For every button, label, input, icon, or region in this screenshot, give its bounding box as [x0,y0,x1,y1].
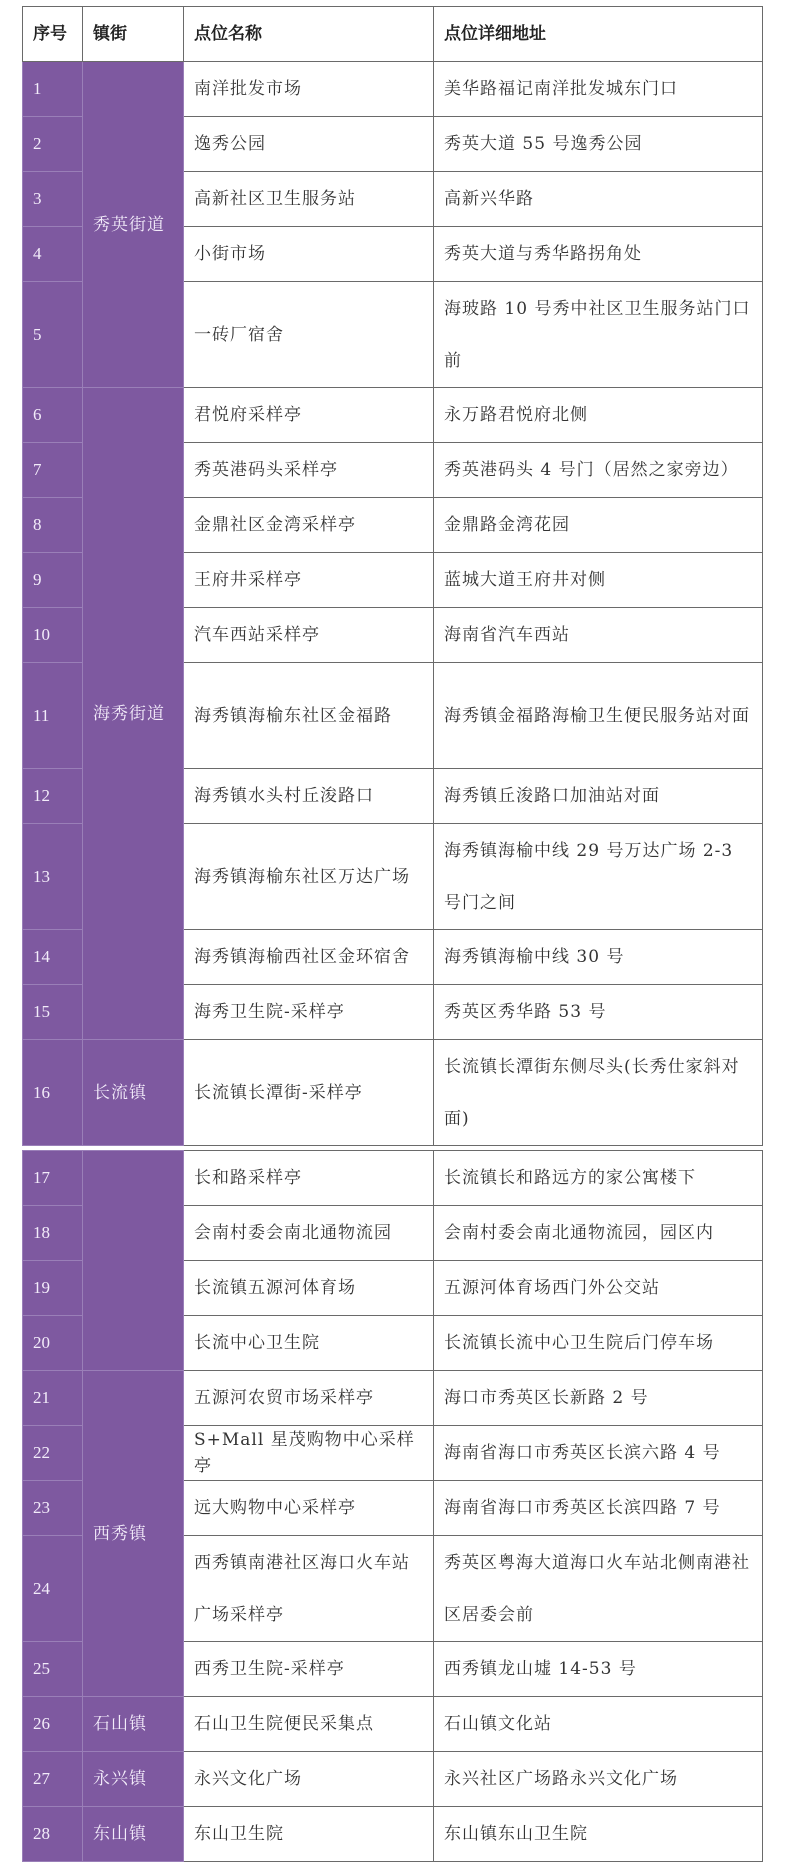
site-name: 海秀镇海榆东社区金福路 [184,663,434,769]
row-number: 11 [23,663,83,769]
site-name: 海秀卫生院-采样亭 [184,985,434,1040]
table-row [23,1752,763,1807]
site-address: 长流镇长和路远方的家公寓楼下 [434,1151,763,1206]
row-number: 21 [23,1371,83,1426]
site-name: 海秀镇海榆西社区金环宿舍 [184,930,434,985]
site-address: 海秀镇金福路海榆卫生便民服务站对面 [434,663,763,769]
site-address: 海秀镇海榆中线 30 号 [434,930,763,985]
table-row [23,1151,763,1206]
town-cell: 长流镇 [83,1040,184,1146]
table-header-row [23,7,763,62]
row-number: 20 [23,1316,83,1371]
row-number: 13 [23,824,83,930]
row-number: 2 [23,117,83,172]
row-number: 10 [23,608,83,663]
site-name: 王府井采样亭 [184,553,434,608]
table-row [23,1807,763,1862]
site-address: 会南村委会南北通物流园，园区内 [434,1206,763,1261]
site-name: 高新社区卫生服务站 [184,172,434,227]
table-row [23,62,763,117]
site-name: 长和路采样亭 [184,1151,434,1206]
site-name: 西秀镇南港社区海口火车站广场采样亭 [184,1536,434,1642]
site-address: 秀英区秀华路 53 号 [434,985,763,1040]
row-number: 22 [23,1426,83,1481]
row-number: 28 [23,1807,83,1862]
town-cell: 秀英街道 [83,62,184,388]
row-number: 1 [23,62,83,117]
row-number: 4 [23,227,83,282]
header-no: 序号 [23,7,83,62]
site-name: 南洋批发市场 [184,62,434,117]
site-address: 长流镇长流中心卫生院后门停车场 [434,1316,763,1371]
site-name: 西秀卫生院-采样亭 [184,1642,434,1697]
site-name: 汽车西站采样亭 [184,608,434,663]
site-address: 海南省汽车西站 [434,608,763,663]
table-row [23,388,763,443]
site-address: 海秀镇丘浚路口加油站对面 [434,769,763,824]
header-address: 点位详细地址 [434,7,763,62]
town-cell: 石山镇 [83,1697,184,1752]
site-name: 永兴文化广场 [184,1752,434,1807]
site-address: 海南省海口市秀英区长滨六路 4 号 [434,1426,763,1481]
row-number: 8 [23,498,83,553]
row-number: 17 [23,1151,83,1206]
row-number: 7 [23,443,83,498]
site-address: 秀英区粤海大道海口火车站北侧南港社区居委会前 [434,1536,763,1642]
site-name: 君悦府采样亭 [184,388,434,443]
site-address: 东山镇东山卫生院 [434,1807,763,1862]
site-name: 五源河农贸市场采样亭 [184,1371,434,1426]
site-name: 秀英港码头采样亭 [184,443,434,498]
town-cell: 西秀镇 [83,1371,184,1697]
row-number: 18 [23,1206,83,1261]
row-number: 14 [23,930,83,985]
row-number: 12 [23,769,83,824]
site-name: 远大购物中心采样亭 [184,1481,434,1536]
sampling-sites-table-part2 [22,1150,763,1862]
site-name: 石山卫生院便民采集点 [184,1697,434,1752]
site-address: 金鼎路金湾花园 [434,498,763,553]
site-name: 海秀镇海榆东社区万达广场 [184,824,434,930]
row-number: 24 [23,1536,83,1642]
site-address: 高新兴华路 [434,172,763,227]
site-address: 石山镇文化站 [434,1697,763,1752]
row-number: 3 [23,172,83,227]
site-address: 海秀镇海榆中线 29 号万达广场 2-3 号门之间 [434,824,763,930]
row-number: 15 [23,985,83,1040]
site-address: 秀英大道 55 号逸秀公园 [434,117,763,172]
site-address: 永兴社区广场路永兴文化广场 [434,1752,763,1807]
header-site-name: 点位名称 [184,7,434,62]
table-row [23,1371,763,1426]
site-address: 西秀镇龙山墟 14-53 号 [434,1642,763,1697]
row-number: 16 [23,1040,83,1146]
town-cell: 海秀街道 [83,388,184,1040]
sampling-sites-table-part1 [22,6,763,1146]
header-town: 镇街 [83,7,184,62]
row-number: 25 [23,1642,83,1697]
site-name: 长流镇五源河体育场 [184,1261,434,1316]
site-name: 小街市场 [184,227,434,282]
site-address: 秀英大道与秀华路拐角处 [434,227,763,282]
site-address: 长流镇长潭街东侧尽头(长秀仕家斜对面) [434,1040,763,1146]
row-number: 9 [23,553,83,608]
site-name: S+Mall 星茂购物中心采样亭 [184,1426,434,1481]
town-cell: 东山镇 [83,1807,184,1862]
table-row [23,1040,763,1146]
site-name: 金鼎社区金湾采样亭 [184,498,434,553]
row-number: 19 [23,1261,83,1316]
row-number: 27 [23,1752,83,1807]
site-address: 蓝城大道王府井对侧 [434,553,763,608]
site-name: 长流中心卫生院 [184,1316,434,1371]
site-address: 海玻路 10 号秀中社区卫生服务站门口前 [434,282,763,388]
row-number: 6 [23,388,83,443]
site-address: 海口市秀英区长新路 2 号 [434,1371,763,1426]
row-number: 23 [23,1481,83,1536]
site-address: 五源河体育场西门外公交站 [434,1261,763,1316]
site-name: 东山卫生院 [184,1807,434,1862]
site-address: 美华路福记南洋批发城东门口 [434,62,763,117]
town-cell [83,1151,184,1371]
town-cell: 永兴镇 [83,1752,184,1807]
site-address: 海南省海口市秀英区长滨四路 7 号 [434,1481,763,1536]
row-number: 5 [23,282,83,388]
site-name: 会南村委会南北通物流园 [184,1206,434,1261]
site-name: 海秀镇水头村丘浚路口 [184,769,434,824]
site-address: 秀英港码头 4 号门（居然之家旁边） [434,443,763,498]
site-name: 逸秀公园 [184,117,434,172]
row-number: 26 [23,1697,83,1752]
site-name: 长流镇长潭街-采样亭 [184,1040,434,1146]
site-name: 一砖厂宿舍 [184,282,434,388]
table-row [23,1697,763,1752]
site-address: 永万路君悦府北侧 [434,388,763,443]
